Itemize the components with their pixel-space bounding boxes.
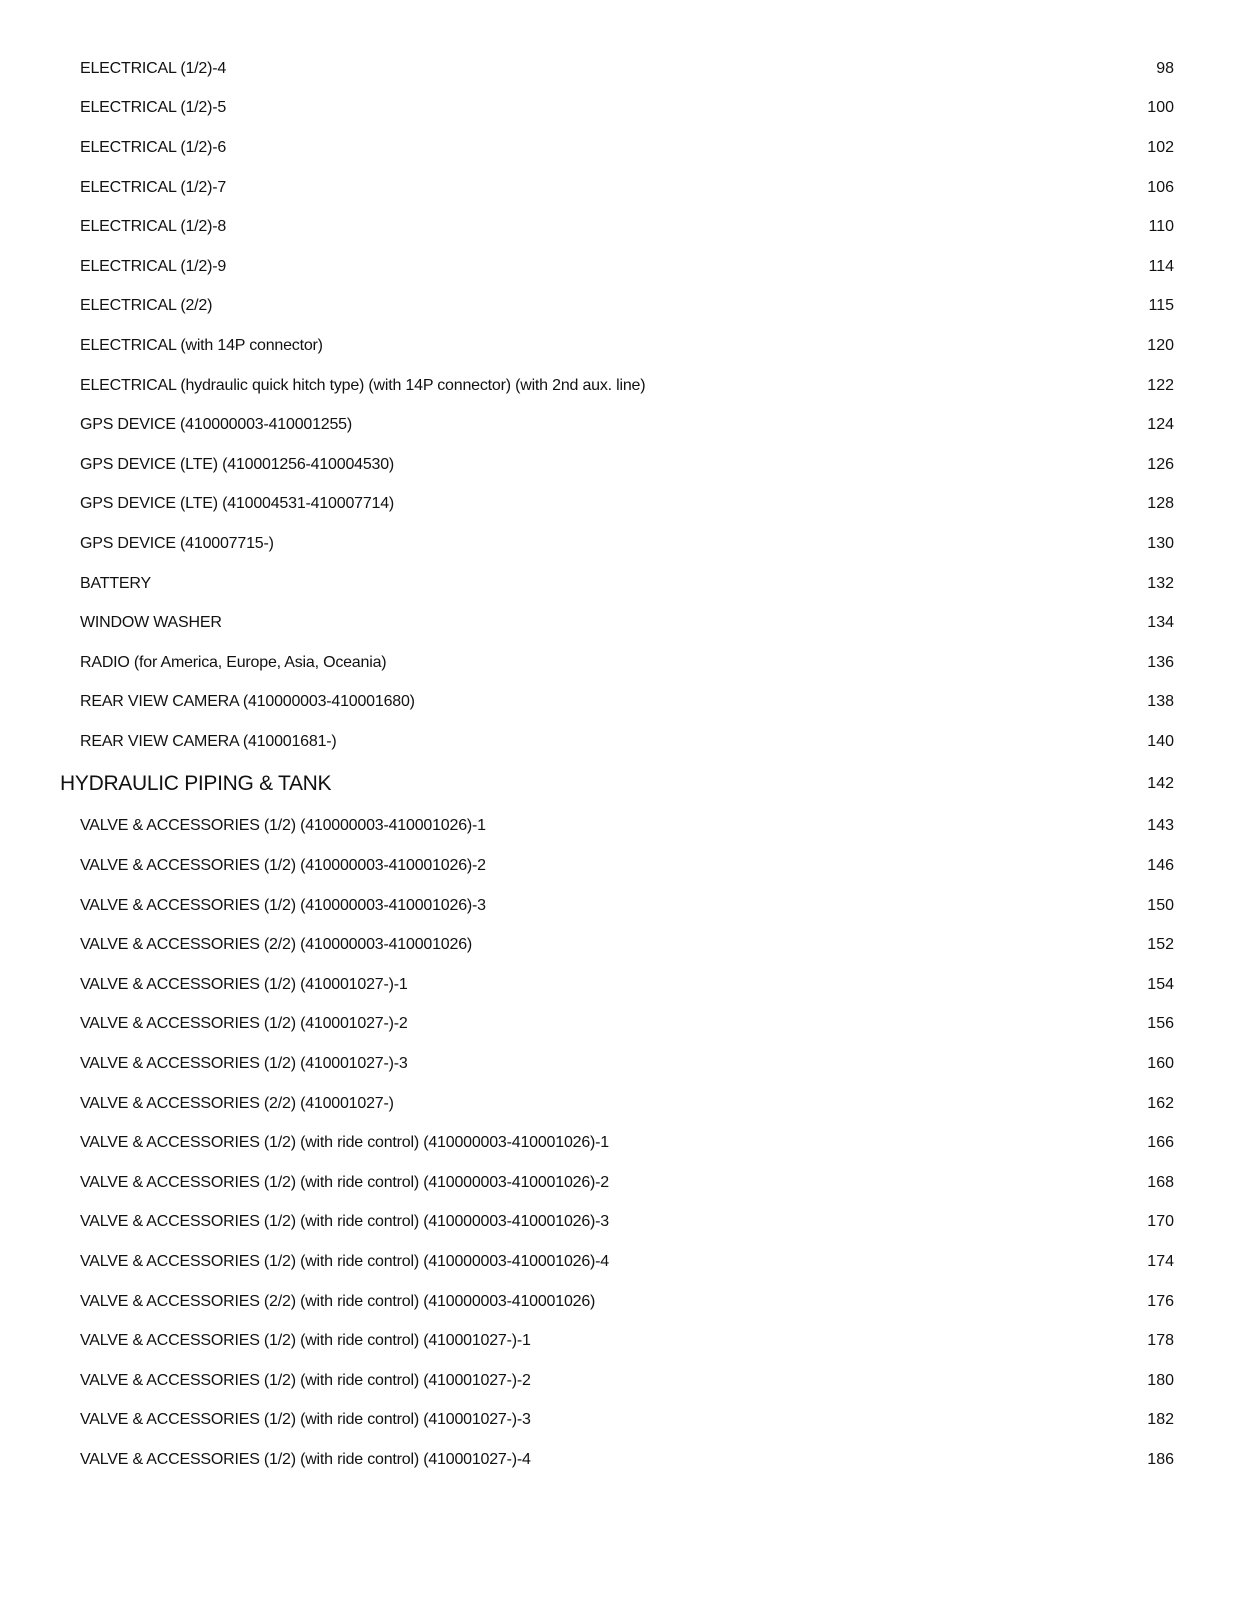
toc-entry-title: VALVE & ACCESSORIES (1/2) (410000003-410001026)-2 — [80, 857, 486, 875]
toc-entry-page: 130 — [1147, 534, 1174, 552]
toc-entry-title: VALVE & ACCESSORIES (1/2) (with ride control) (410001027-)-1 — [80, 1332, 531, 1350]
toc-entry-page: 124 — [1147, 416, 1174, 434]
toc-entry-page: 160 — [1147, 1055, 1174, 1073]
toc-entry-page: 138 — [1147, 693, 1174, 711]
toc-entry-title: ELECTRICAL (1/2)-4 — [80, 59, 227, 77]
toc-entry-page: 132 — [1147, 574, 1174, 592]
toc-entry-page: 102 — [1147, 138, 1174, 156]
toc-entry-title: VALVE & ACCESSORIES (2/2) (with ride control) (410000003-410001026) — [80, 1292, 596, 1310]
toc-entry-page: 143 — [1147, 817, 1174, 835]
toc-entry-title: GPS DEVICE (410000003-410001255) — [80, 416, 353, 434]
toc-section-heading[interactable] — [0, 762, 1236, 807]
toc-entry[interactable] — [0, 886, 1236, 926]
toc-entry[interactable] — [0, 524, 1236, 564]
toc-entry-title: VALVE & ACCESSORIES (2/2) (410001027-) — [80, 1094, 394, 1112]
toc-entry[interactable] — [0, 722, 1236, 762]
toc-entry[interactable] — [0, 1044, 1236, 1084]
toc-entry-title: REAR VIEW CAMERA (410001681-) — [80, 732, 337, 750]
toc-entry[interactable] — [0, 603, 1236, 643]
toc-entry[interactable] — [0, 445, 1236, 485]
toc-entry-title: VALVE & ACCESSORIES (1/2) (with ride control) (410000003-410001026)-2 — [80, 1173, 609, 1191]
toc-entry-title: RADIO (for America, Europe, Asia, Oceania) — [80, 653, 387, 671]
toc-entry[interactable] — [0, 1361, 1236, 1401]
toc-entry[interactable] — [0, 1440, 1236, 1480]
toc-entry[interactable] — [0, 925, 1236, 965]
toc-entry-page: 115 — [1148, 297, 1174, 315]
toc-entry-title: ELECTRICAL (1/2)-6 — [80, 138, 227, 156]
toc-entry-title: VALVE & ACCESSORIES (1/2) (with ride control) (410001027-)-3 — [80, 1411, 531, 1429]
toc-entry[interactable] — [0, 564, 1236, 604]
toc-entry-page: 134 — [1147, 614, 1174, 632]
toc-entry[interactable] — [0, 366, 1236, 406]
toc-entry-title: REAR VIEW CAMERA (410000003-410001680) — [80, 693, 415, 711]
toc-entry-page: 182 — [1147, 1411, 1174, 1429]
toc-entry[interactable] — [0, 1005, 1236, 1045]
toc-entry-title: VALVE & ACCESSORIES (1/2) (410001027-)-1 — [80, 975, 408, 993]
toc-entry-page: 156 — [1147, 1015, 1174, 1033]
toc-entry-title: VALVE & ACCESSORIES (1/2) (410001027-)-3 — [80, 1055, 408, 1073]
toc-entry-title: GPS DEVICE (LTE) (410004531-410007714) — [80, 495, 395, 513]
toc-entry-page: 106 — [1147, 178, 1174, 196]
toc-entry-page: 180 — [1147, 1371, 1174, 1389]
toc-entry-title: GPS DEVICE (LTE) (410001256-410004530) — [80, 455, 395, 473]
toc-entry[interactable] — [0, 1282, 1236, 1322]
toc-entry-page: 150 — [1147, 896, 1174, 914]
toc-entry-title: ELECTRICAL (1/2)-7 — [80, 178, 227, 196]
toc-entry[interactable] — [0, 128, 1236, 168]
toc-entry-page: 120 — [1147, 336, 1174, 354]
toc-entry[interactable] — [0, 1401, 1236, 1441]
toc-entry-title: WINDOW WASHER — [80, 614, 222, 632]
toc-entry-title: VALVE & ACCESSORIES (1/2) (410000003-410001026)-3 — [80, 896, 486, 914]
toc-entry-page: 140 — [1147, 732, 1174, 750]
toc-entry[interactable] — [0, 683, 1236, 723]
toc-entry-title: GPS DEVICE (410007715-) — [80, 534, 274, 552]
toc-section-title: HYDRAULIC PIPING & TANK — [60, 772, 332, 796]
toc-entry-page: 128 — [1147, 495, 1174, 513]
toc-entry-title: ELECTRICAL (2/2) — [80, 297, 213, 315]
toc-entry[interactable] — [0, 807, 1236, 847]
toc-entry[interactable] — [0, 643, 1236, 683]
toc-entry-page: 176 — [1147, 1292, 1174, 1310]
toc-entry[interactable] — [0, 287, 1236, 327]
toc-entry[interactable] — [0, 485, 1236, 525]
toc-entry-page: 114 — [1148, 257, 1174, 275]
toc-entry-title: BATTERY — [80, 574, 151, 592]
toc-entry-page: 152 — [1147, 936, 1174, 954]
toc-entry-page: 98 — [1156, 59, 1174, 77]
toc-entry[interactable] — [0, 1123, 1236, 1163]
toc-entry-title: VALVE & ACCESSORIES (1/2) (410001027-)-2 — [80, 1015, 408, 1033]
toc-entry[interactable] — [0, 89, 1236, 129]
toc-entry-title: ELECTRICAL (1/2)-8 — [80, 218, 227, 236]
toc-entry-title: VALVE & ACCESSORIES (1/2) (with ride control) (410001027-)-2 — [80, 1371, 531, 1389]
toc-section-page: 142 — [1147, 775, 1174, 793]
toc-entry-title: VALVE & ACCESSORIES (1/2) (with ride control) (410001027-)-4 — [80, 1450, 531, 1468]
toc-entry-page: 166 — [1147, 1134, 1174, 1152]
toc-entry-title: ELECTRICAL (hydraulic quick hitch type) (with 14P connector) (with 2nd aux. line) — [80, 376, 646, 394]
toc-entry-page: 174 — [1147, 1253, 1174, 1271]
toc-entry-page: 178 — [1147, 1332, 1174, 1350]
toc-entry-page: 170 — [1147, 1213, 1174, 1231]
toc-entry-page: 186 — [1147, 1450, 1174, 1468]
toc-entry-title: VALVE & ACCESSORIES (1/2) (with ride control) (410000003-410001026)-4 — [80, 1253, 609, 1271]
toc-entry-page: 168 — [1147, 1173, 1174, 1191]
toc-entry-page: 136 — [1147, 653, 1174, 671]
toc-entry[interactable] — [0, 247, 1236, 287]
toc-entry-title: VALVE & ACCESSORIES (1/2) (with ride control) (410000003-410001026)-3 — [80, 1213, 609, 1231]
toc-entry[interactable] — [0, 965, 1236, 1005]
toc-entry[interactable] — [0, 168, 1236, 208]
toc-entry[interactable] — [0, 326, 1236, 366]
toc-entry-page: 100 — [1147, 99, 1174, 117]
toc-entry[interactable] — [0, 207, 1236, 247]
toc-entry-page: 126 — [1147, 455, 1174, 473]
toc-entry[interactable] — [0, 1163, 1236, 1203]
toc-entry[interactable] — [0, 1242, 1236, 1282]
toc-entry-page: 122 — [1147, 376, 1174, 394]
toc-entry-title: VALVE & ACCESSORIES (1/2) (410000003-410001026)-1 — [80, 817, 486, 835]
toc-entry[interactable] — [0, 49, 1236, 89]
toc-entry[interactable] — [0, 1321, 1236, 1361]
toc-entry[interactable] — [0, 405, 1236, 445]
toc-entry-title: VALVE & ACCESSORIES (2/2) (410000003-410001026) — [80, 936, 473, 954]
toc-entry-page: 162 — [1147, 1094, 1174, 1112]
toc-entry[interactable] — [0, 1084, 1236, 1124]
toc-entry-title: ELECTRICAL (with 14P connector) — [80, 336, 323, 354]
toc-entry-title: ELECTRICAL (1/2)-9 — [80, 257, 227, 275]
toc-entry-page: 110 — [1148, 218, 1174, 236]
toc-entry-page: 154 — [1147, 975, 1174, 993]
toc-entry-title: VALVE & ACCESSORIES (1/2) (with ride control) (410000003-410001026)-1 — [80, 1134, 609, 1152]
toc-entry[interactable] — [0, 846, 1236, 886]
toc-entry-title: ELECTRICAL (1/2)-5 — [80, 99, 227, 117]
toc-entry-page: 146 — [1147, 857, 1174, 875]
table-of-contents — [0, 49, 1236, 1480]
toc-entry[interactable] — [0, 1203, 1236, 1243]
